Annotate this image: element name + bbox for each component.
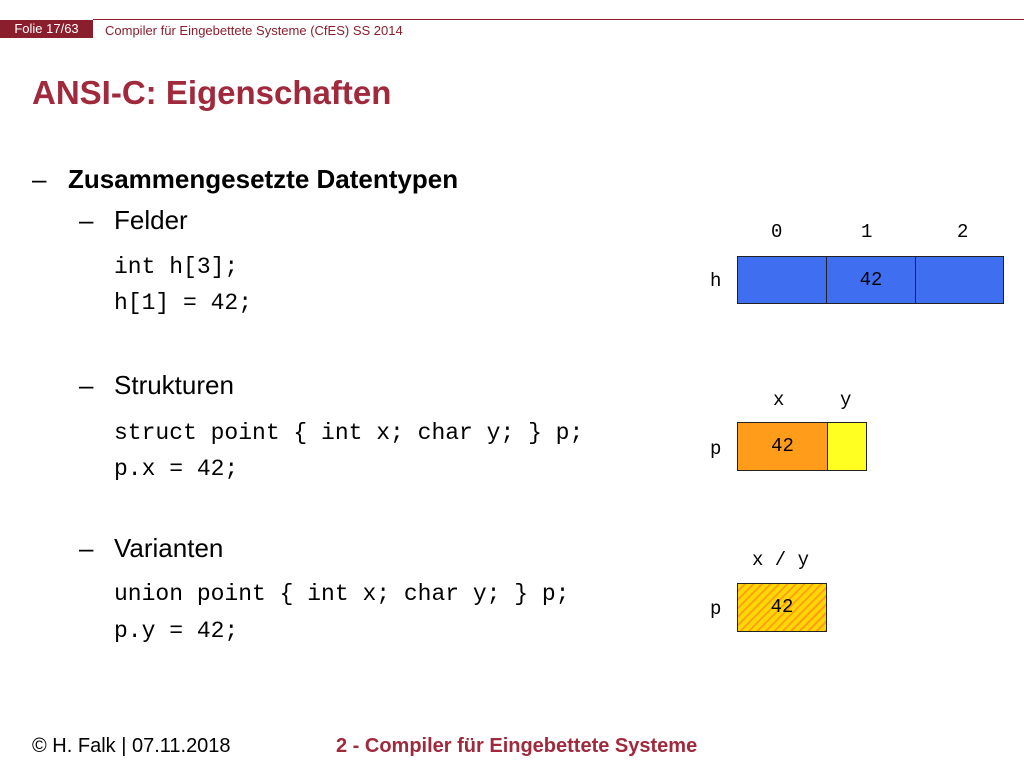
array-cell	[915, 256, 1004, 304]
bullet-dash: –	[79, 205, 94, 235]
slide-title: ANSI-C: Eigenschaften	[32, 74, 392, 111]
array-index-label: 2	[957, 221, 969, 243]
union-variable-label: p	[710, 598, 722, 620]
bullet-heading: Zusammengesetzte Datentypen	[68, 164, 459, 194]
bullet-dash: –	[79, 370, 94, 400]
struct-field-label: x	[773, 389, 785, 411]
footer-lecture-title: 2 - Compiler für Eingebettete Systeme	[336, 735, 698, 757]
union-field-label: x / y	[752, 549, 810, 571]
array-cell: 42	[826, 256, 916, 304]
struct-field-label: y	[840, 389, 852, 411]
header-rule	[93, 19, 1024, 20]
section-label-felder: Felder	[114, 205, 188, 235]
struct-variable-label: p	[710, 438, 722, 460]
code-line: struct point { int x; char y; } p;	[114, 420, 584, 446]
struct-cell-y	[827, 422, 867, 471]
code-line: union point { int x; char y; } p;	[114, 581, 570, 607]
array-variable-label: h	[710, 270, 722, 292]
section-label-varianten: Varianten	[114, 533, 224, 563]
union-cell: 42	[737, 583, 827, 632]
struct-cell-x: 42	[737, 422, 828, 471]
array-index-label: 1	[861, 221, 873, 243]
code-line: p.y = 42;	[114, 618, 239, 644]
section-label-strukturen: Strukturen	[114, 370, 234, 400]
code-line: p.x = 42;	[114, 456, 239, 482]
bullet-dash: –	[79, 533, 94, 563]
array-cell	[737, 256, 827, 304]
code-line: h[1] = 42;	[114, 290, 253, 316]
footer-author-date: © H. Falk | 07.11.2018	[32, 735, 231, 757]
course-title: Compiler für Eingebettete Systeme (CfES) SS 2014	[105, 23, 403, 38]
code-line: int h[3];	[114, 254, 239, 280]
slide-counter: Folie 17/63	[0, 20, 93, 38]
array-index-label: 0	[771, 221, 783, 243]
bullet-dash: –	[32, 164, 47, 194]
